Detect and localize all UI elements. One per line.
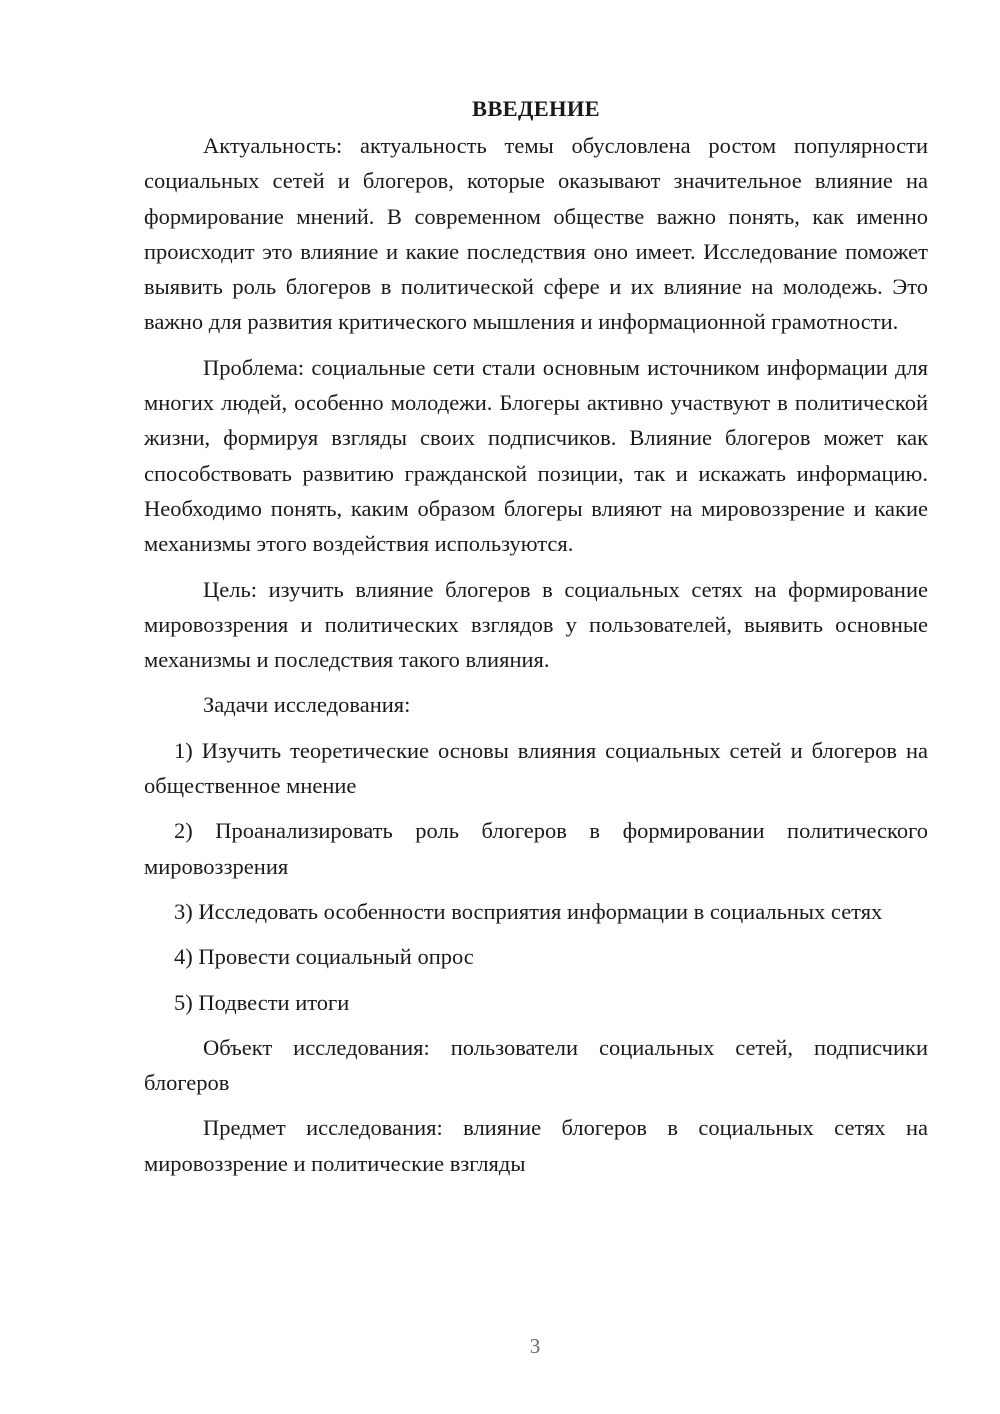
- task-item-5: 5) Подвести итоги: [174, 989, 350, 1015]
- problem-paragraph: Проблема: социальные сети стали основным источником информации для многих людей, особенно молодежи. Блогеры активно участвуют в политической жизни, формируя взгляды своих подписчиков. Влияние блогеров может как способствовать развитию гражданской позиции, так и искажать информацию. Необходимо понять, каким образом блогеры влияют на мировоззрение и какие механизмы этого воздействия используются.: [144, 354, 928, 557]
- tasks-heading: Задачи исследования:: [203, 692, 411, 718]
- task-item-4: 4) Провести социальный опрос: [174, 944, 474, 970]
- research-object-paragraph: Объект исследования: пользователи социальных сетей, подписчики блогеров: [144, 1034, 928, 1096]
- document-page: [144, 92, 928, 1181]
- task-item-2: 2) Проанализировать роль блогеров в формировании политического мировоззрения: [144, 818, 928, 879]
- research-subject-paragraph: Предмет исследования: влияние блогеров в социальных сетях на мировоззрение и политические взгляды: [144, 1115, 928, 1176]
- task-item-3: 3) Исследовать особенности восприятия информации в социальных сетях: [174, 898, 883, 924]
- goal-paragraph: Цель: изучить влияние блогеров в социальных сетях на формирование мировоззрения и политических взглядов у пользователей, выявить основные механизмы и последствия такого влияния.: [144, 576, 928, 673]
- page-number: 3: [529, 1334, 541, 1358]
- page-title: ВВЕДЕНИЕ: [472, 96, 600, 121]
- relevance-paragraph: Актуальность: актуальность темы обусловлена ростом популярности социальных сетей и блогеров, которые оказывают значительное влияние на формирование мнений. В современном обществе важно понять, как именно происходит это влияние и какие последствия оно имеет. Исследование поможет выявить роль блогеров в политической сфере и их влияние на молодежь. Это важно для развития критического мышления и информационной грамотности.: [144, 133, 928, 335]
- task-item-1: 1) Изучить теоретические основы влияния социальных сетей и блогеров на общественное мнение: [144, 737, 928, 799]
